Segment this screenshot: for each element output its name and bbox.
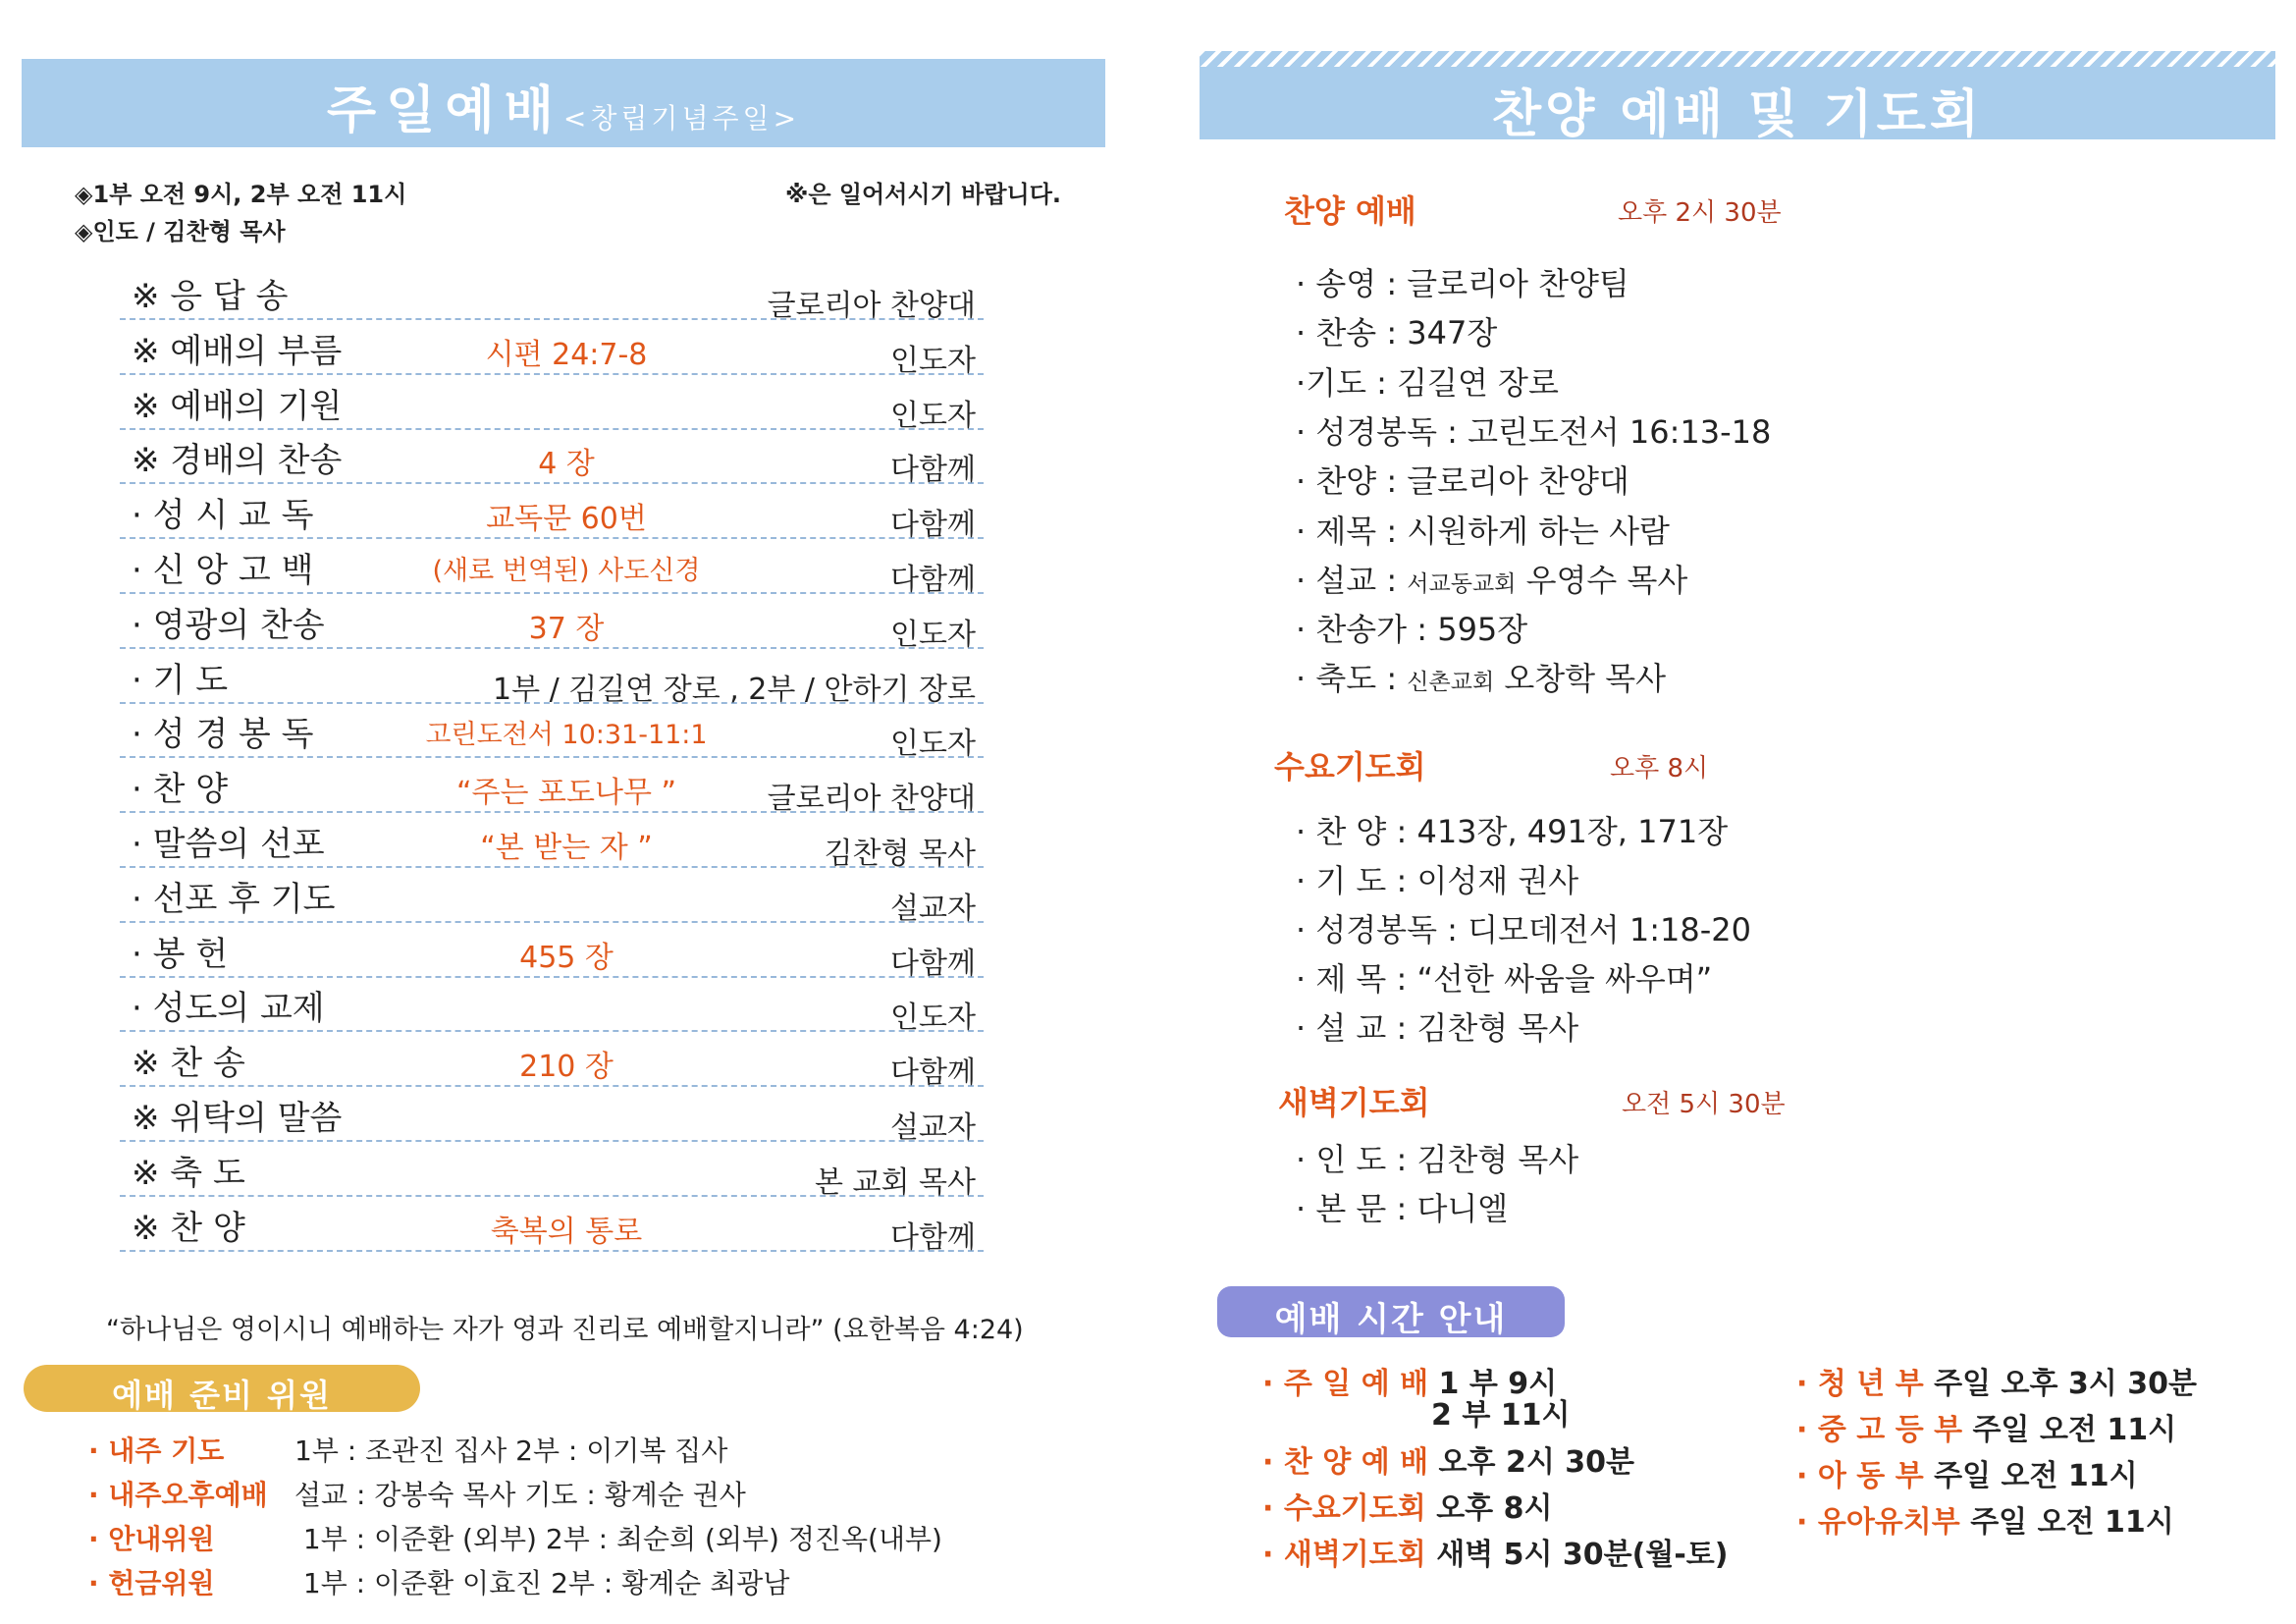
order-item: ※ 경배의 찬송 [132,441,343,481]
committee-members: 설교 : 강봉숙 목사 기도 : 황계순 권사 [294,1479,746,1511]
order-leader: 다함께 [890,946,976,981]
order-row [120,921,984,981]
order-leader: 글로리아 찬양대 [767,289,976,323]
committee-title: 예배 준비 위원 [112,1377,332,1414]
praise-item-label: · 축도 : [1296,660,1408,698]
schedule-row [1796,1359,2197,1402]
order-leader: 인도자 [890,727,976,762]
praise-prayer-title: 찬양 예배 및 기도회 [1491,85,1984,139]
order-leader: 인도자 [890,398,976,433]
schedule-department: · 중 고 등 부 [1796,1413,1963,1447]
order-item: · 영광의 찬송 [132,605,325,645]
wednesday-item: · 설 교 : 김찬형 목사 [1296,1009,1579,1047]
schedule-department: · 아 동 부 [1796,1459,1924,1493]
order-item: · 봉 헌 [132,934,229,974]
order-leader: 본 교회 목사 [815,1164,976,1200]
schedule-time: 주일 오전 11시 [1962,1413,2177,1447]
committee-role: · 내주 기도 [88,1435,225,1467]
order-item: · 기 도 [132,660,229,700]
praise-item: · 송영 : 글로리아 찬양팀 [1296,265,1629,302]
order-item: ※ 찬 송 [132,1044,245,1084]
praise-item: · 찬송가 : 595장 [1296,611,1528,649]
wednesday-item: · 제 목 : “선한 싸움을 싸우며” [1296,960,1713,998]
dawn-item: · 본 문 : 다니엘 [1296,1190,1509,1227]
order-detail: 시편 24:7-8 [485,337,648,372]
praise-item: · 성경봉독 : 고린도전서 16:13-18 [1296,412,1772,451]
committee-role: · 헌금위원 [88,1567,215,1599]
schedule-row [1262,1530,1728,1573]
praise-item [1296,556,1687,601]
order-detail: 37 장 [528,611,605,646]
committee-role: · 안내위원 [88,1523,215,1555]
order-row [120,537,984,597]
schedule-department: · 유아유치부 [1796,1505,1960,1540]
schedule-time: 주일 오전 11시 [1959,1505,2174,1540]
order-row [120,263,984,323]
praise-item: · 제목 : 시원하게 하는 사람 [1296,512,1670,550]
dawn-prayer-title: 새벽기도회 [1278,1084,1430,1121]
schedule-department: · 청 년 부 [1796,1367,1924,1401]
praise-item-person: 오창학 목사 [1494,660,1667,698]
order-detail: 4 장 [538,447,595,482]
wednesday-item: · 기 도 : 이성재 권사 [1296,862,1579,899]
order-item: ※ 예배의 부름 [132,331,343,371]
order-detail: 210 장 [519,1050,614,1085]
dawn-item: · 인 도 : 김찬형 목사 [1296,1141,1579,1178]
schedule-row [1796,1451,2138,1494]
praise-item [1296,654,1666,699]
committee-row [88,1518,942,1557]
schedule-time: 주일 오후 3시 30분 [1923,1367,2197,1401]
order-leader: 다함께 [890,508,976,543]
order-row [120,756,984,817]
praise-item: · 찬양 : 글로리아 찬양대 [1296,462,1629,501]
schedule-row [1431,1390,1570,1434]
order-leader: 인도자 [890,1001,976,1036]
schedule-row [1796,1405,2176,1448]
order-row [120,975,984,1036]
committee-row [88,1474,746,1513]
order-leader: 설교자 [890,1110,976,1145]
order-row [120,592,984,652]
order-item: · 찬 양 [132,770,229,810]
schedule-time: 오후 8시 [1425,1491,1553,1526]
order-leader: 인도자 [890,343,976,378]
sunday-service-subtitle: <창립기념주일> [562,102,801,135]
order-leader: 다함께 [890,1219,976,1255]
committee-header [24,1365,420,1412]
praise-prayer-banner [1200,51,2275,139]
schedule-time: 새벽 5시 30분(월-토) [1425,1538,1729,1572]
sunday-service-banner [22,59,1105,147]
order-item: ※ 찬 양 [132,1208,245,1248]
order-row [120,318,984,378]
order-leader: 글로리아 찬양대 [767,782,976,817]
praise-item-church: 신촌교회 [1407,670,1495,696]
praise-service-time: 오후 2시 30분 [1618,198,1782,228]
praise-service-title: 찬양 예배 [1284,192,1416,230]
committee-members: 1부 : 이준환 이효진 2부 : 황계순 최광남 [294,1567,790,1599]
committee-row [88,1562,789,1601]
wednesday-prayer-time: 오후 8시 [1610,754,1709,784]
order-detail: 축복의 통로 [490,1214,643,1249]
order-item: · 성도의 교제 [132,989,325,1029]
order-row [120,1030,984,1091]
committee-members: 1부 : 조관진 집사 2부 : 이기복 집사 [294,1435,728,1467]
order-leader: 인도자 [890,617,976,652]
service-time: ◈1부 오전 9시, 2부 오전 11시 [75,181,407,208]
order-row [120,427,984,488]
schedule-row [1262,1484,1552,1527]
committee-role: · 내주오후예배 [88,1479,268,1511]
wednesday-item: · 찬 양 : 413장, 491장, 171장 [1296,813,1729,850]
order-row [120,647,984,707]
schedule-row [1262,1437,1634,1481]
sunday-service-title: 주일예배 [326,81,563,140]
committee-members: 1부 : 이준환 (외부) 2부 : 최순희 (외부) 정진옥(내부) [294,1523,942,1555]
schedule-service: · 주 일 예 배 [1262,1367,1429,1401]
order-detail: 455 장 [519,940,614,975]
order-detail: “본 받는 자 ” [480,831,653,865]
schedule-service: · 수요기도회 [1262,1491,1426,1526]
order-leader: 설교자 [890,891,976,926]
order-row [120,482,984,543]
order-item: · 말씀의 선포 [132,825,325,864]
order-row [120,701,984,762]
schedule-service: · 찬 양 예 배 [1262,1445,1429,1480]
committee-row [88,1430,727,1469]
banner-stripes [1200,51,2275,67]
schedule-time: 주일 오전 11시 [1923,1459,2138,1493]
schedule-time: 1 부 9시 [1428,1367,1558,1401]
praise-item-church: 서교동교회 [1407,570,1517,597]
schedule-time: 오후 2시 30분 [1428,1445,1634,1480]
order-detail: 고린도전서 10:31-11:1 [425,720,708,751]
standing-note: ※은 일어서시기 바랍니다. [785,181,1061,208]
order-row [120,1085,984,1145]
wednesday-item: · 성경봉독 : 디모데전서 1:18-20 [1296,911,1751,948]
order-detail: “주는 포도나무 ” [455,776,677,811]
scripture-verse: “하나님은 영이시니 예배하는 자가 영과 진리로 예배할지니라” (요한복음 4:24) [106,1315,1024,1345]
praise-item-person: 우영수 목사 [1516,561,1688,599]
praise-item-label: · 설교 : [1296,561,1408,599]
dawn-prayer-time: 오전 5시 30분 [1622,1090,1786,1119]
order-item: ※ 응 답 송 [132,277,289,316]
order-leader: 김찬형 목사 [824,837,976,871]
schedule-time: 2 부 11시 [1431,1398,1571,1433]
order-item: · 성 경 봉 독 [132,715,314,755]
schedule-service: · 새벽기도회 [1262,1538,1426,1572]
order-leader: 다함께 [890,453,976,488]
praise-item: ·기도 : 김길연 장로 [1296,363,1559,402]
order-leader: 다함께 [890,1056,976,1091]
order-leader: 1부 / 김길연 장로 , 2부 / 안하기 장로 [493,672,976,707]
order-detail: 교독문 60번 [486,502,647,537]
order-item: ※ 위탁의 말씀 [132,1099,343,1138]
order-leader: 다함께 [890,563,976,597]
order-row [120,1140,984,1200]
order-item: · 성 시 교 독 [132,496,314,536]
schedule-row [1796,1497,2174,1541]
order-row [120,811,984,871]
schedule-title: 예배 시간 안내 [1274,1300,1508,1339]
wednesday-prayer-title: 수요기도회 [1274,748,1426,785]
order-item: ※ 예배의 기원 [132,386,343,426]
order-item: · 신 앙 고 백 [132,551,314,590]
order-item: · 선포 후 기도 [132,879,336,919]
praise-item: · 찬송 : 347장 [1296,314,1498,352]
order-row [120,1195,984,1255]
order-row [120,373,984,433]
schedule-header [1217,1286,1565,1337]
service-leader: ◈인도 / 김찬형 목사 [75,218,286,245]
order-item: ※ 축 도 [132,1153,245,1193]
order-detail: (새로 번역된) 사도신경 [432,556,701,586]
order-row [120,866,984,926]
